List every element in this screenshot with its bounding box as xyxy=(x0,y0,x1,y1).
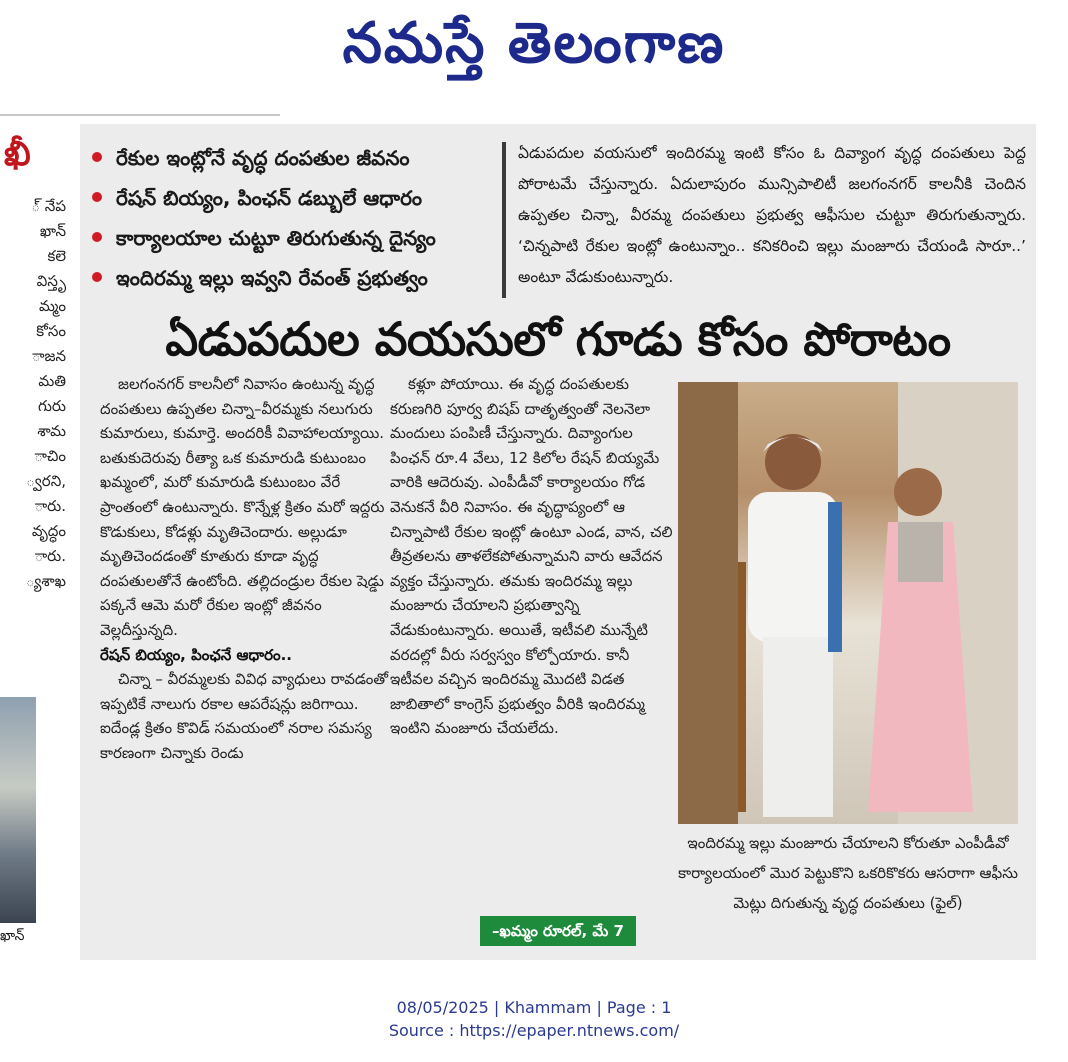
adjacent-text-line: ారు. xyxy=(34,497,66,515)
adjacent-photo-fragment xyxy=(0,697,36,923)
article-headline: ఏడుపదుల వయసులో గూడు కోసం పోరాటం xyxy=(165,312,951,366)
source-link[interactable]: Source : https://epaper.ntnews.com/ xyxy=(388,1021,680,1040)
adjacent-heading-fragment: ఖీ xyxy=(4,134,31,174)
adjacent-text-line: ాచిం xyxy=(34,447,66,465)
adjacent-text-line: గురు xyxy=(37,397,66,415)
highlight-item xyxy=(90,258,490,298)
highlight-text: రేషన్ బియ్యం, పింఛన్ డబ్బులే ఆధారం xyxy=(116,186,423,210)
adjacent-text-line: విస్తృ xyxy=(36,272,66,290)
highlight-text: కార్యాలయాల చుట్టూ తిరుగుతున్న దైన్యం xyxy=(116,226,436,250)
adjacent-caption-fragment: ఖాన్ xyxy=(0,928,25,944)
highlight-item xyxy=(90,178,490,218)
dateline-badge: –ఖమ్మం రూరల్, మే 7 xyxy=(480,916,636,946)
bullet-dot-icon xyxy=(92,232,102,242)
highlight-item xyxy=(90,218,490,258)
highlight-text: ఇందిరమ్మ ఇల్లు ఇవ్వని రేవంత్ ప్రభుత్వం xyxy=(116,266,428,290)
highlight-text: రేకుల ఇంట్లోనే వృద్ధ దంపతుల జీవనం xyxy=(116,146,410,170)
subheading: రేషన్ బియ్యం, పింఛనే ఆధారం.. xyxy=(100,645,292,664)
adjacent-text-line: ్యశాఖ xyxy=(25,572,66,590)
body-column-1 xyxy=(100,372,396,766)
adjacent-text-line: మ్మం xyxy=(38,297,66,315)
adjacent-text-line: కలె xyxy=(47,247,66,265)
page-footer xyxy=(0,996,1068,1042)
elderly-woman-figure xyxy=(858,452,978,822)
bullet-dot-icon xyxy=(92,272,102,282)
adjacent-text-line: వృద్ధం xyxy=(31,522,66,540)
intro-summary: ఏడుపదుల వయసులో ఇందిరమ్మ ఇంటి కోసం ఓ దివ్యాంగ వృద్ధ దంపతులు పెద్ద పోరాటమే చేస్తున్నారు. ఏదులాపురం మున్సిపాలిటీ జలగంనగర్ కాలనీకి చెందిన ఉప్పతల చిన్నా, వీరమ్మ దంపతులు ప్రభుత్వ ఆఫీసుల చుట్టూ తిరుగుతున్నారు. ‘చిన్నపాటి రేకుల ఇంట్లో ఉంటున్నాం.. కనికరించి ఇల్లు మంజూరు చేయండి సారూ..’ అంటూ వేడుకుంటున్నారు. xyxy=(518,144,1026,286)
photo-caption: ఇందిరమ్మ ఇల్లు మంజూరు చేయాలని కోరుతూ ఎంపీడీవో కార్యాలయంలో మొర పెట్టుకొని ఒకరికొకరు ఆసరాగా ఆఫీసు మెట్లు దిగుతున్న వృద్ధ దంపతులు (ఫైల్) xyxy=(678,834,1018,912)
bullet-dot-icon xyxy=(92,192,102,202)
header-divider xyxy=(0,96,280,116)
adjacent-text-line: ాజన xyxy=(31,347,66,365)
highlight-item xyxy=(90,138,490,178)
adjacent-text-line: ్ నేప xyxy=(31,197,66,215)
adjacent-text-line: మతి xyxy=(38,372,66,390)
masthead-title: నమస్తే తెలంగాణ xyxy=(342,10,726,76)
body-paragraph: జలగంనగర్ కాలనీలో నివాసం ఉంటున్న వృద్ధ దంపతులు ఉప్పతల చిన్నా–వీరమ్మకు నలుగురు కుమారులు, కుమార్తె. అందరికీ వివాహాలయ్యాయి. బతుకుదెరువు రీత్యా ఒక కుమారుడి కుటుంబం ఖమ్మంలో, మరో కుమారుడి కుటుంబం వేరే ప్రాంతంలో ఉంటున్నారు. కొన్నేళ్ల క్రితం మరో ఇద్దరు కొడుకులు, కోడళ్లు మృతిచెందారు. అల్లుడూ మృతిచెందడంతో కూతురు కూడా వృద్ధ దంపతులతోనే ఉంటోంది. తల్లిదండ్రుల రేకుల షెడ్డు పక్కనే ఆమె మరో రేకుల ఇంట్లో జీవనం వెల్లదీస్తున్నది. xyxy=(100,375,385,639)
body-paragraph: కళ్లూ పోయాయి. ఈ వృద్ధ దంపతులకు కరుణగిరి పూర్వ బిషప్ దాతృత్వంతో నెలనెలా మందులు పంపిణీ చేస్తున్నారు. దివ్యాంగుల పింఛన్ రూ.4 వేలు, 12 కిలోల రేషన్ బియ్యమే వారికి ఆదెరువు. ఎంపీడీవో కార్యాలయం గోడ వెనుకనే వీరి నివాసం. ఈ వృద్ధాప్యంలో ఆ చిన్నాపాటి రేకుల ఇంట్లో ఉంటూ ఎండ, వాన, చలి తీవ్రతలను తాళలేకపోతున్నామని వారు ఆవేదన వ్యక్తం చేస్తున్నారు. తమకు ఇందిరమ్మ ఇల్లు మంజూరు చేయాలని ప్రభుత్వాన్ని వేడుకుంటున్నారు. అయితే, ఇటీవలి మున్నేటి వరదల్లో వీరు సర్వస్వం కోల్పోయారు. కానీ ఇటీవల వచ్చిన ఇందిరమ్మ మొదటి విడత జాబితాలో కాంగ్రెస్ ప్రభుత్వం వీరికి ఇందిరమ్మ ఇంటిని మంజూరు చేయలేదు. xyxy=(390,375,673,738)
adjacent-text-line: కోసం xyxy=(36,322,66,340)
adjacent-text-line: శామ xyxy=(37,422,66,440)
edition-info: 08/05/2025 | Khammam | Page : 1 xyxy=(396,998,672,1017)
adjacent-text-line: ారు. xyxy=(34,547,66,565)
body-paragraph: చిన్నా – వీరమ్మలకు వివిధ వ్యాధులు రావడంతో ఇప్పటికే నాలుగు రకాల ఆపరేషన్లు జరిగాయి. ఐదేండ్ల క్రితం కొవిడ్ సమయంలో నరాల సమస్య కారణంగా చిన్నాకు రెండు xyxy=(100,670,389,762)
highlights-list xyxy=(90,138,490,298)
body-column-2 xyxy=(390,372,674,741)
news-article xyxy=(80,124,1036,960)
bullet-dot-icon xyxy=(92,152,102,162)
adjacent-text-line: ఖాన్ xyxy=(39,222,66,240)
vertical-divider xyxy=(502,142,506,298)
adjacent-text-line: ్వరని, xyxy=(26,472,66,490)
elderly-man-figure xyxy=(718,422,868,822)
article-photo xyxy=(678,382,1018,824)
